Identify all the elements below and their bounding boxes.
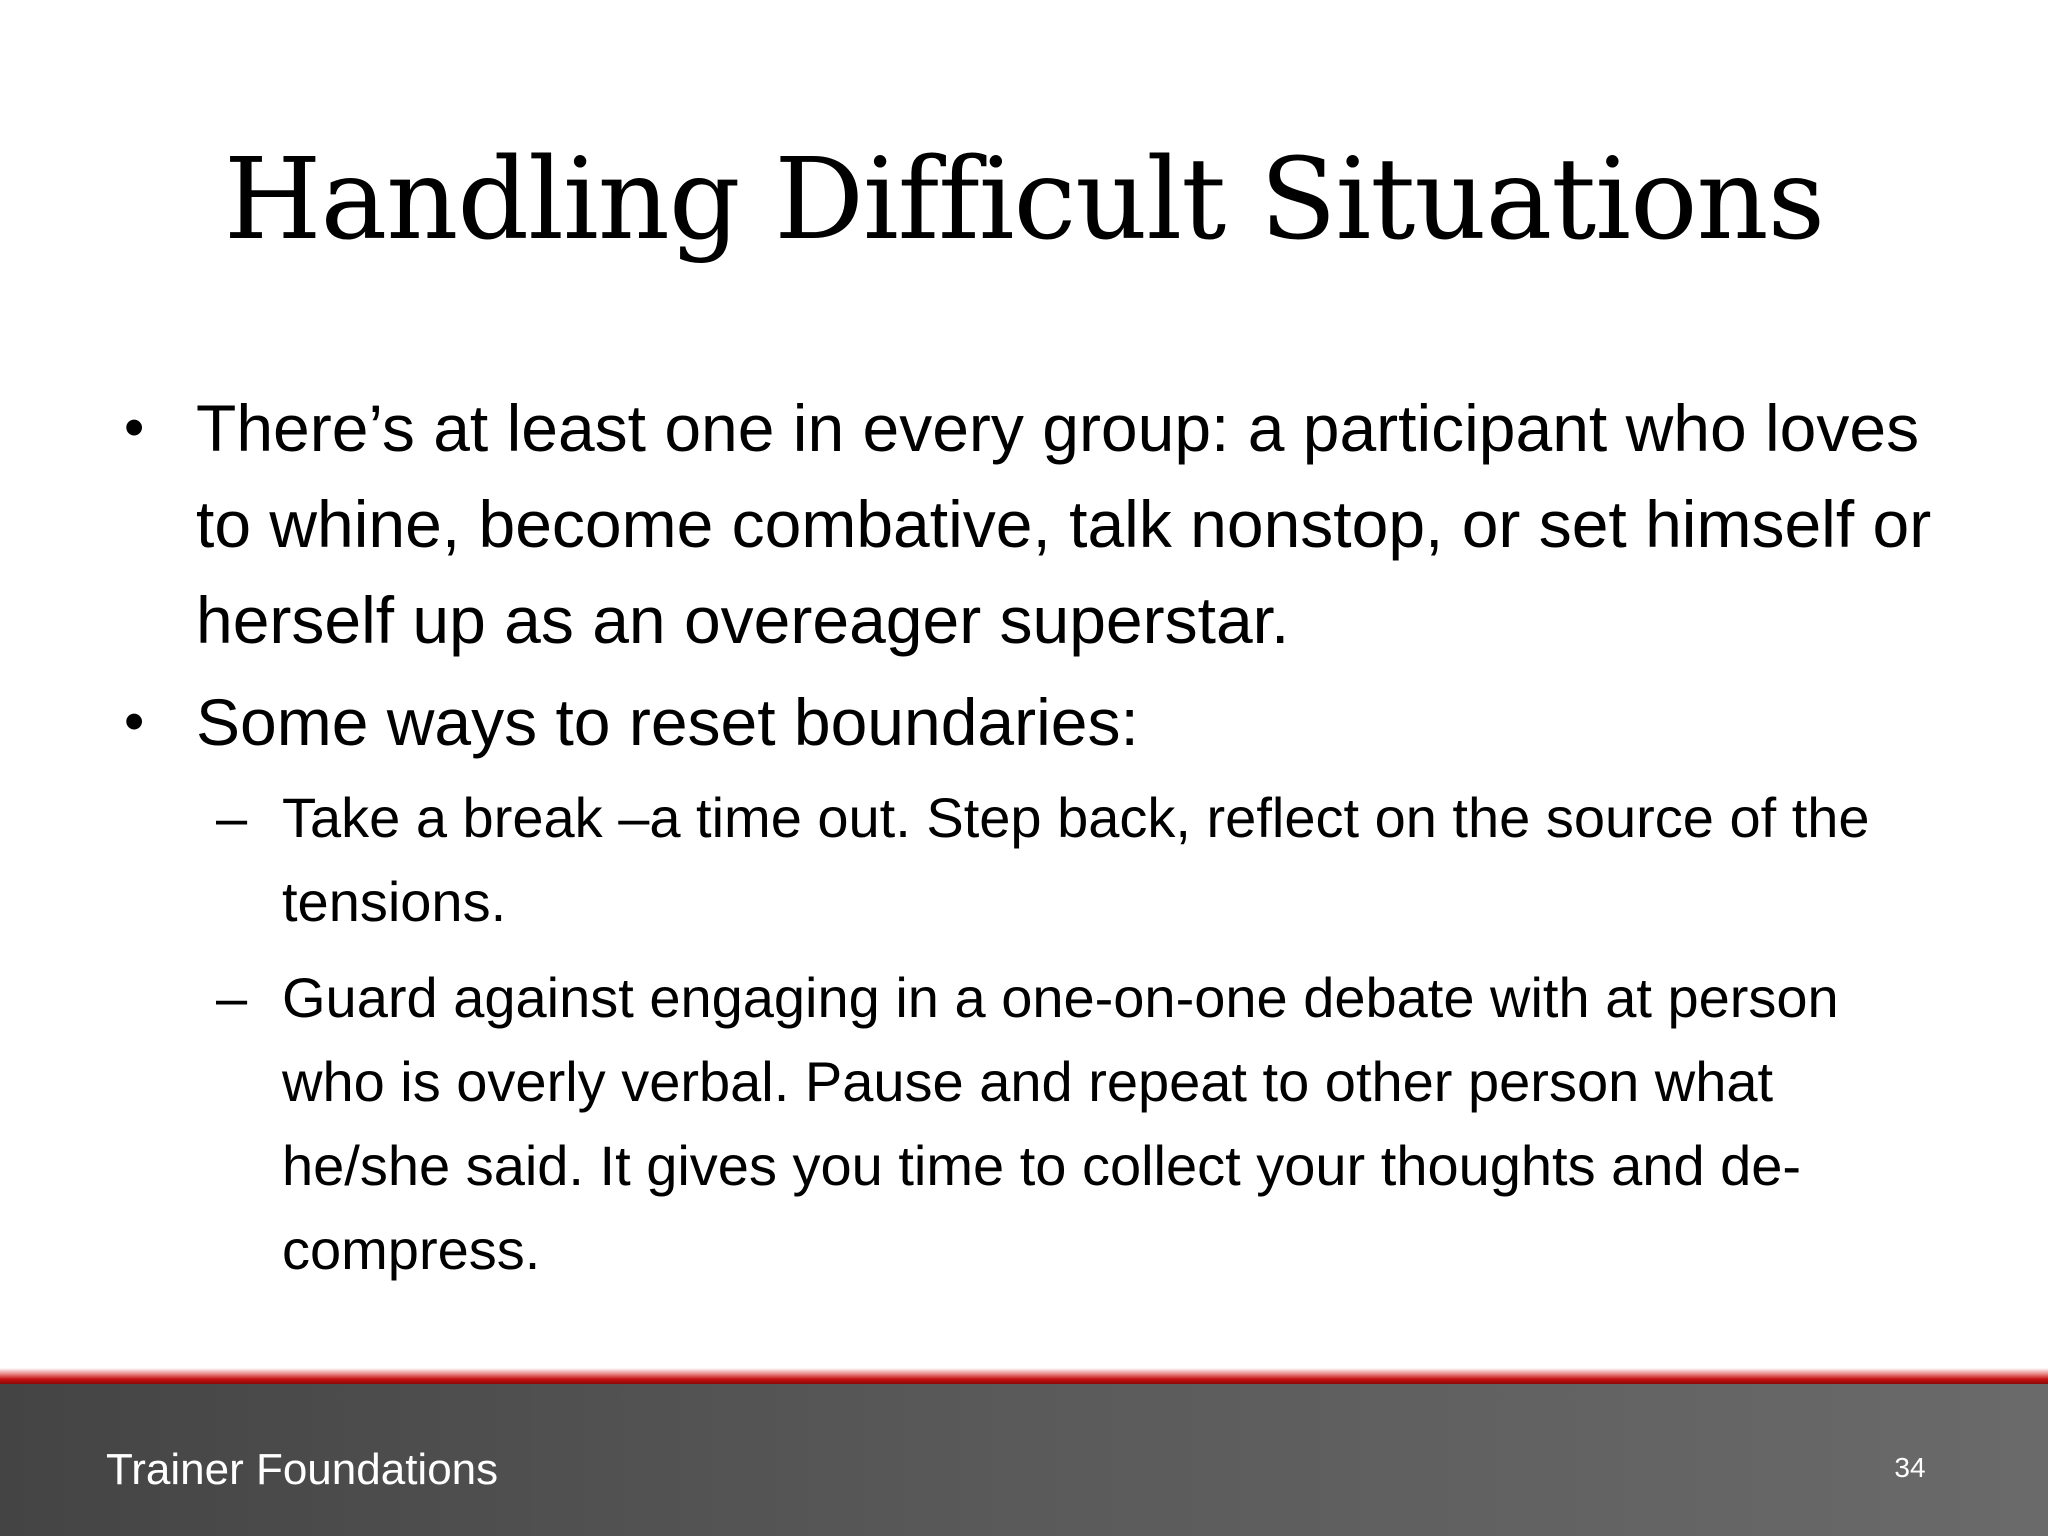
footer-accent-line	[0, 1368, 2048, 1384]
bullet-item	[120, 380, 1940, 668]
sub-bullet-text: Take a break –a time out. Step back, reflect on the source of the tensions.	[282, 786, 1870, 933]
bullet-icon: •	[124, 395, 145, 460]
bullet-item	[120, 674, 1940, 770]
bullet-icon: •	[124, 689, 145, 754]
dash-icon: –	[216, 966, 248, 1029]
slide-number: 34	[1894, 1452, 1926, 1483]
bullet-text: There’s at least one in every group: a participant who loves to whine, become combative, talk nonstop, or set himself or herself up as an overeager superstar.	[196, 391, 1932, 657]
sub-bullet-item	[120, 776, 1940, 944]
bullet-text: Some ways to reset boundaries:	[196, 685, 1139, 759]
sub-bullet-item	[120, 956, 1940, 1292]
sub-bullet-text: Guard against engaging in a one-on-one debate with at person who is overly verbal. Pause and repeat to other person what he/she said. It gives you time to collect your thoughts and de-compress.	[282, 966, 1839, 1281]
slide-body	[120, 380, 1940, 1304]
dash-icon: –	[216, 786, 248, 849]
footer-label: Trainer Foundations	[106, 1445, 499, 1494]
slide-title: Handling Difficult Situations	[223, 135, 1825, 265]
